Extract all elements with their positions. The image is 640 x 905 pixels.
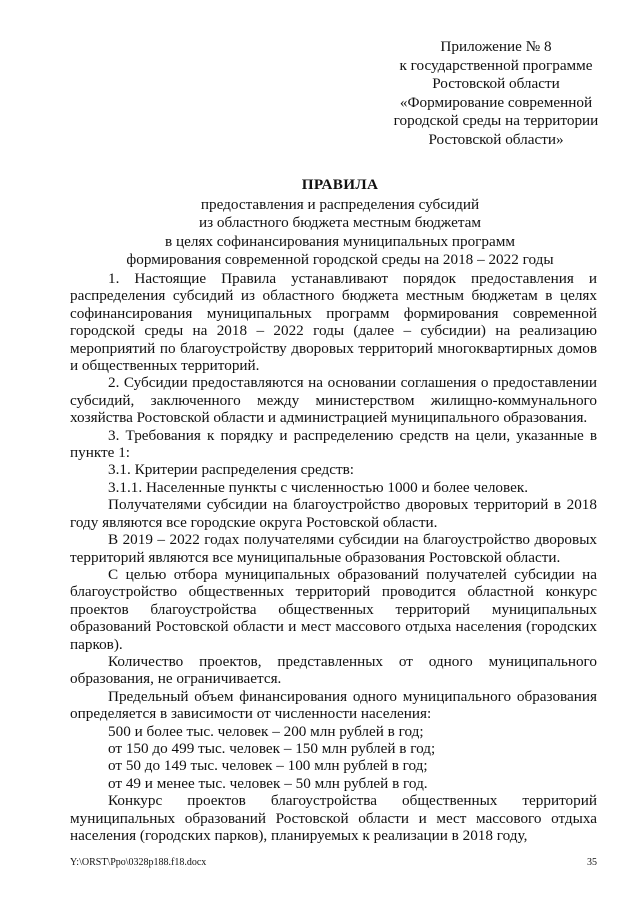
list-item: 500 и более тыс. человек – 200 млн рублей в год; — [108, 722, 424, 740]
title-line: предоставления и распределения субсидий — [200, 196, 480, 214]
annex-line: к государственной программе — [399, 56, 593, 74]
file-path: Y:\ORST\Ppo\0328p188.f18.docx — [70, 857, 207, 868]
annex-line: Приложение № 8 — [440, 38, 552, 55]
list-item: от 150 до 499 тыс. человек – 150 млн рублей в год; — [108, 739, 436, 757]
paragraph: 3.1. Критерии распределения средств: — [108, 461, 354, 479]
title-line: из областного бюджета местным бюджетам — [198, 214, 482, 232]
paragraph: 3.1.1. Населенные пункты с численностью 1000 и более человек. — [108, 478, 528, 496]
document-title — [60, 176, 620, 269]
paragraph: 1. Настоящие Правила устанавливают порядок предоставления и распределения субсидий из областного бюджета местным бюджетам в целях софинансирования муниципальных программ формирования современной городской среды на 2018 – 2022 годы (далее – субсидии) на реализацию мероприятий по благоустройству дворовых территорий многоквартирных домов и общественных территорий. — [70, 270, 597, 375]
paragraph: Предельный объем финансирования одного муниципального образования определяется в зависимости от численности населения: — [70, 687, 597, 723]
annex-line: городской среды на территории — [393, 112, 599, 130]
annex-header — [372, 38, 620, 150]
title-line: формирования современной городской среды на 2018 – 2022 годы — [126, 250, 554, 268]
paragraph: В 2019 – 2022 годах получателями субсидии на благоустройство дворовых территорий являются все муниципальные образования Ростовской области. — [70, 531, 597, 566]
document-body — [70, 270, 597, 844]
title-main: ПРАВИЛА — [301, 176, 379, 193]
annex-line: Ростовской области» — [428, 130, 564, 148]
title-line: в целях софинансирования муниципальных программ — [165, 232, 515, 250]
paragraph: Получателями субсидии на благоустройство дворовых территорий в 2018 году являются все городские округа Ростовской области. — [70, 496, 597, 531]
paragraph: 2. Субсидии предоставляются на основании соглашения о предоставлении субсидий, заключенного между министерством жилищно-коммунального хозяйства Ростовской области и администрацией муниципального образования. — [70, 374, 597, 427]
list-item: от 50 до 149 тыс. человек – 100 млн рублей в год; — [108, 757, 428, 775]
list-item: от 49 и менее тыс. человек – 50 млн рублей в год. — [108, 774, 428, 792]
page-footer — [70, 857, 597, 868]
paragraph: Конкурс проектов благоустройства общественных территорий муниципальных образований Ростовской области и мест массового отдыха населения (городских парков), планируемых к реализации в 2018 году, — [70, 792, 597, 844]
paragraph: С целью отбора муниципальных образований получателей субсидии на благоустройство общественных территорий проводится областной конкурс проектов благоустройства общественных территорий муниципальных образований Ростовской области и мест массового отдыха населения (городских парков). — [70, 565, 597, 653]
page-number: 35 — [587, 857, 597, 868]
paragraph: 3. Требования к порядку и распределению средств на цели, указанные в пункте 1: — [70, 426, 597, 462]
annex-line: Ростовской области — [432, 75, 560, 93]
paragraph: Количество проектов, представленных от одного муниципального образования, не ограничивается. — [70, 652, 597, 688]
annex-line: «Формирование современной — [399, 93, 593, 111]
